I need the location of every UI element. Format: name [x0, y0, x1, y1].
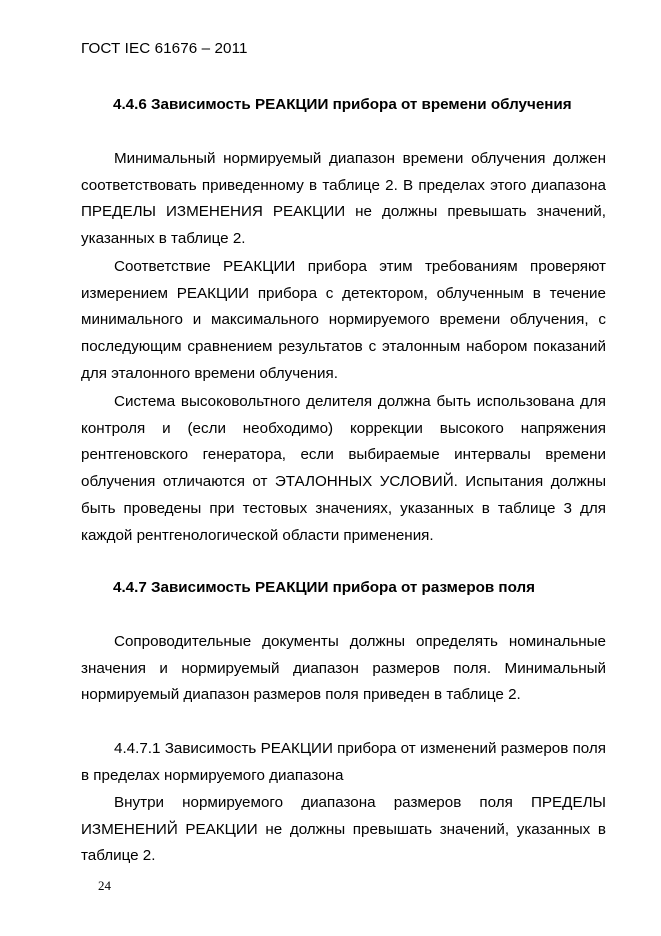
section-heading-4-4-6: 4.4.6 Зависимость РЕАКЦИИ прибора от времени облучения	[113, 96, 572, 113]
subsection-heading-4-4-7-1: 4.4.7.1 Зависимость РЕАКЦИИ прибора от изменений размеров поля в пределах нормируемого диапазона	[81, 740, 606, 784]
paragraph: Соответствие РЕАКЦИИ прибора этим требованиям проверяют измерением РЕАКЦИИ прибора с детектором, облученным в течение минимального и максимального нормируемого времени облучения, с последующим сравнением результатов с эталонным набором показаний для эталонного времени облучения.	[81, 258, 606, 382]
paragraph: Система высоковольтного делителя должна быть использована для контроля и (если необходимо) коррекции высокого напряжения рентгеновского генератора, если выбираемые интервалы времени облучения отличаются от ЭТАЛОННЫХ УСЛОВИЙ. Испытания должны быть проведены при тестовых значениях, указанных в таблице 3 для каждой рентгенологической области применения.	[81, 393, 606, 544]
paragraph: Внутри нормируемого диапазона размеров поля ПРЕДЕЛЫ ИЗМЕНЕНИЙ РЕАКЦИИ не должны превышать значений, указанных в таблице 2.	[81, 794, 606, 865]
page-number: 24	[98, 878, 111, 893]
paragraph: Минимальный нормируемый диапазон времени облучения должен соответствовать приведенному в таблице 2. В пределах этого диапазона ПРЕДЕЛЫ ИЗМЕНЕНИЯ РЕАКЦИИ не должны превышать значений, указанных в таблице 2.	[81, 150, 606, 248]
standard-header: ГОСТ IEC 61676 – 2011	[81, 40, 248, 57]
section-heading-4-4-7: 4.4.7 Зависимость РЕАКЦИИ прибора от размеров поля	[113, 579, 536, 596]
paragraph: Сопроводительные документы должны определять номинальные значения и нормируемый диапазон размеров поля. Минимальный нормируемый диапазон размеров поля приведен в таблице 2.	[81, 633, 606, 704]
